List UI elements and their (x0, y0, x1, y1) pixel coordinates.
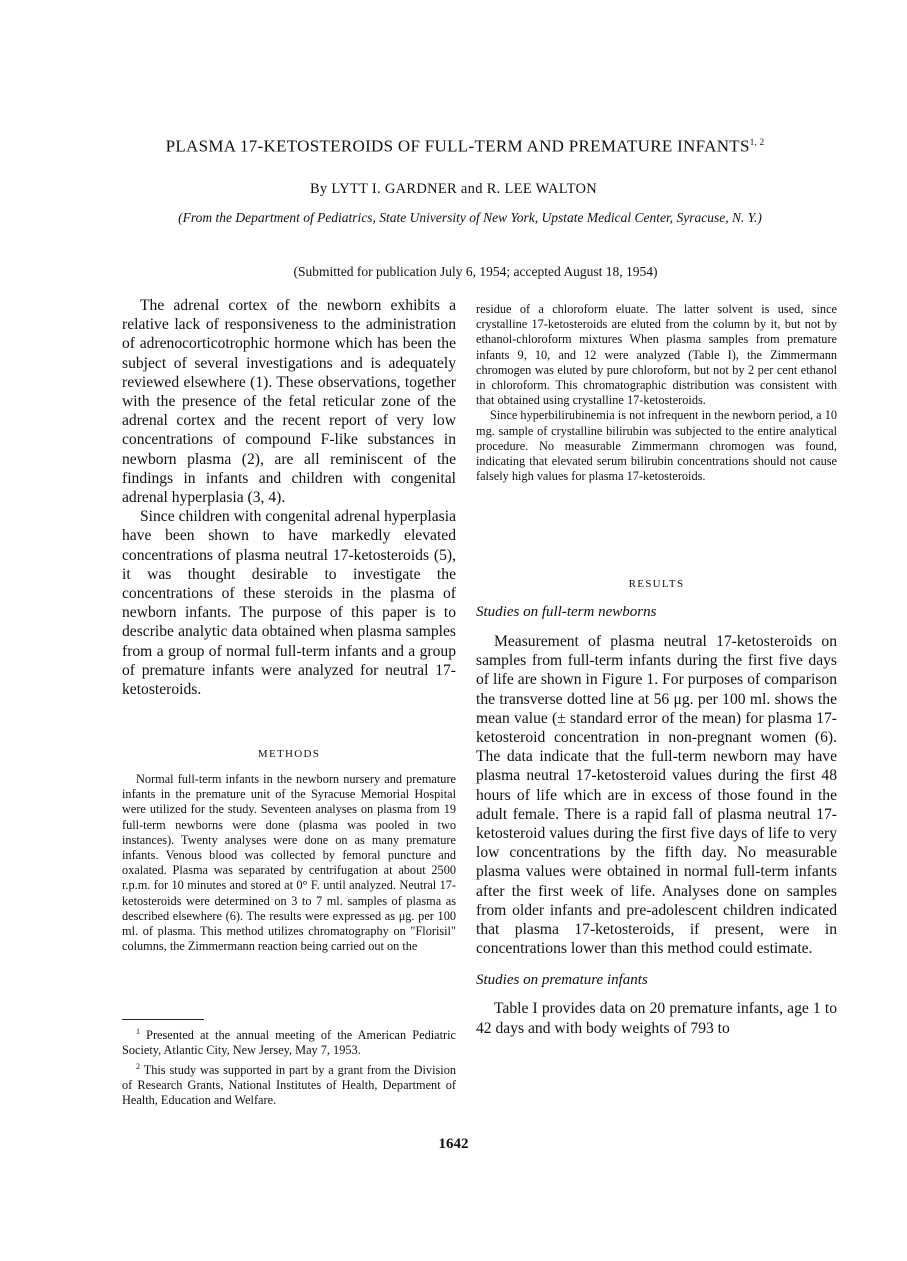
author-byline: By LYTT I. GARDNER and R. LEE WALTON (309, 181, 598, 197)
left-column-body (122, 296, 456, 699)
results-heading: RESULTS (628, 578, 685, 590)
author-affiliation: (From the Department of Pediatrics, State University of New York, Upstate Medical Center, Syracuse, N. Y.) (178, 210, 762, 225)
footnotes (122, 1024, 456, 1108)
footnote-1-mark: 1 (136, 1027, 140, 1036)
results-section (476, 578, 837, 1038)
subheading-premature: Studies on premature infants (476, 972, 648, 989)
methods-paragraph-1-continued: residue of a chloroform eluate. The latter solvent is used, since crystalline 17-ketosteroids are eluted from the column by it, but not by ethanol-chloroform mixtures When plasma samples from premature infants 9, 10, and 12 were analyzed (Table I), the Zimmermann chromogen was eluted by pure chloroform, but not by 2 per cent ethanol in chloroform. This chromatographic distribution was consistent with that obtained using crystalline 17-ketosteroids. (476, 302, 837, 408)
page-number: 1642 (438, 1136, 469, 1152)
results-paragraph-2: Table I provides data on 20 premature infants, age 1 to 42 days and with body weights of 793 to (476, 1000, 837, 1037)
methods-section (122, 748, 456, 954)
footnote-2 (122, 1059, 456, 1109)
methods-heading: METHODS (257, 748, 321, 760)
intro-paragraph-2: Since children with congenital adrenal hyperplasia have been shown to have markedly elevated concentrations of plasma neutral 17-ketosteroids (5), it was thought desirable to investigate the concentrations of these steroids in the plasma of newborn infants. The purpose of this paper is to describe analytic data obtained when plasma samples from a group of normal full-term infants and a group of premature infants were analyzed for neutral 17-ketosteroids. (122, 508, 456, 699)
right-column-methods (476, 302, 837, 484)
methods-paragraph-2: Since hyperbilirubinemia is not infrequent in the newborn period, a 10 mg. sample of crystalline bilirubin was subjected to the entire analytical procedure. No measurable Zimmermann chromogen was found, indicating that elevated serum bilirubin concentrations should not cause falsely high values for plasma 17-ketosteroids. (476, 408, 837, 484)
footnote-1-text: Presented at the annual meeting of the American Pediatric Society, Atlantic City, New Jersey, May 7, 1953. (122, 1028, 456, 1058)
methods-paragraph-1: Normal full-term infants in the newborn nursery and premature infants in the premature unit of the Syracuse Memorial Hospital were utilized for the study. Seventeen analyses on plasma from 19 full-term newborns were done (plasma was pooled in two instances). Twenty analyses were done on as many premature infants. Venous blood was collected by femoral puncture and oxalated. Plasma was separated by centrifugation at about 2500 r.p.m. for 10 minutes and stored at 0° F. until analyzed. Neutral 17-ketosteroids were determined on 3 to 7 ml. samples of plasma as described elsewhere (6). The results were expressed as μg. per 100 ml. of plasma. This method utilizes chromatography on "Florisil" columns, the Zimmermann reaction being carried out on the (122, 772, 456, 954)
article-title (140, 132, 790, 157)
footnote-2-text: This study was supported in part by a grant from the Division of Research Grants, National Institutes of Health, Department of Health, Education and Welfare. (122, 1062, 456, 1107)
footnote-2-mark: 2 (136, 1061, 140, 1071)
intro-paragraph-1: The adrenal cortex of the newborn exhibits a relative lack of responsiveness to the administration of adrenocorticotrophic hormone which has been the subject of several investigations and is adequately reviewed elsewhere (1). These observations, together with the presence of the fetal reticular zone of the adrenal cortex and the recent report of very low concentrations of compound F-like substances in newborn plasma (2), are all reminiscent of the findings in infants and children with congenital adrenal hyperplasia (3, 4). (122, 297, 456, 507)
subheading-full-term: Studies on full-term newborns (476, 604, 657, 620)
title-footnote-marks: 1, 2 (749, 137, 765, 147)
results-paragraph-1: Measurement of plasma neutral 17-ketosteroids on samples from full-term infants during the first five days of life are shown in Figure 1. For purposes of comparison the transverse dotted line at 56 μg. per 100 ml. shows the mean value (± standard error of the mean) for plasma 17-ketosteroid concentration in non-pregnant women (6). The data indicate that the full-term newborn may have plasma neutral 17-ketosteroid values during the first 48 hours of life which are in excess of those found in the adult female. There is a rapid fall of plasma neutral 17-ketosteroid values during the first five days of life to very low concentrations by the fifth day. No measurable plasma values were obtained in normal full-term infants after the first week of life. Analyses done on samples from older infants and pre-adolescent children indicated that plasma 17-ketosteroids, if present, were in concentrations lower than this method could estimate. (476, 633, 837, 958)
submission-dates: (Submitted for publication July 6, 1954; accepted August 18, 1954) (293, 264, 658, 279)
article-title-text: PLASMA 17-KETOSTEROIDS OF FULL-TERM AND PREMATURE INFANTS (165, 136, 750, 156)
footnote-1 (122, 1024, 456, 1059)
footnote-divider (122, 1019, 204, 1020)
